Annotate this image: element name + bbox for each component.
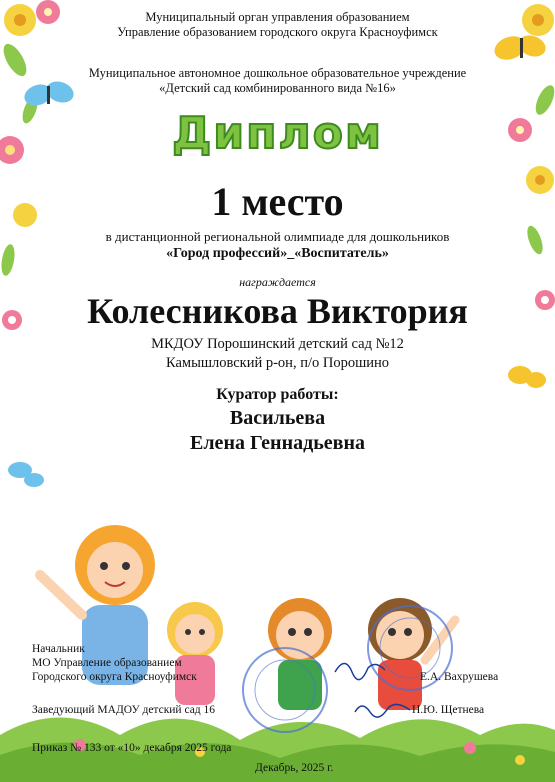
curator-name-line-2: Елена Геннадьевна — [190, 432, 365, 454]
place-heading: 1 место — [211, 179, 344, 224]
head-title-line-2: МО Управление образованием — [32, 657, 182, 669]
director-name: Н.Ю. Щетнева — [412, 704, 485, 716]
curator-name-line-1: Васильева — [229, 407, 326, 429]
event-line-2: «Город профессий»_«Воспитатель» — [166, 246, 389, 261]
diploma-title: Диплом — [172, 108, 383, 159]
institution-line-2: «Детский сад комбинированного вида №16» — [159, 81, 396, 95]
director-title: Заведующий МАДОУ детский сад 16 — [32, 704, 216, 716]
event-line-1: в дистанционной региональной олимпиаде для дошкольников — [105, 229, 450, 244]
butterfly-left-icon — [8, 462, 44, 487]
recipient-org-line-1: МКДОУ Порошинский детский сад №12 — [151, 336, 404, 352]
recipient-org-line-2: Камышловский р-он, п/о Порошино — [165, 355, 390, 371]
organ-line-1: Муниципальный орган управления образованием — [145, 10, 410, 24]
order-line: Приказ № 133 от «10» декабря 2025 года — [32, 742, 232, 754]
awarded-label: награждается — [239, 275, 316, 289]
date-line: Декабрь, 2025 г. — [255, 762, 334, 774]
head-name: Е.А. Вахрушева — [420, 671, 499, 683]
recipient-name: Колесникова Виктория — [87, 291, 468, 331]
head-title-line-1: Начальник — [32, 643, 85, 655]
curator-label: Куратор работы: — [216, 386, 339, 403]
signature-head — [335, 664, 385, 680]
head-title-line-3: Городского округа Красноуфимск — [32, 671, 197, 683]
organ-line-2: Управление образованием городского округа Красноуфимск — [117, 25, 438, 39]
institution-line-1: Муниципальное автономное дошкольное образовательное учреждение — [88, 66, 467, 80]
